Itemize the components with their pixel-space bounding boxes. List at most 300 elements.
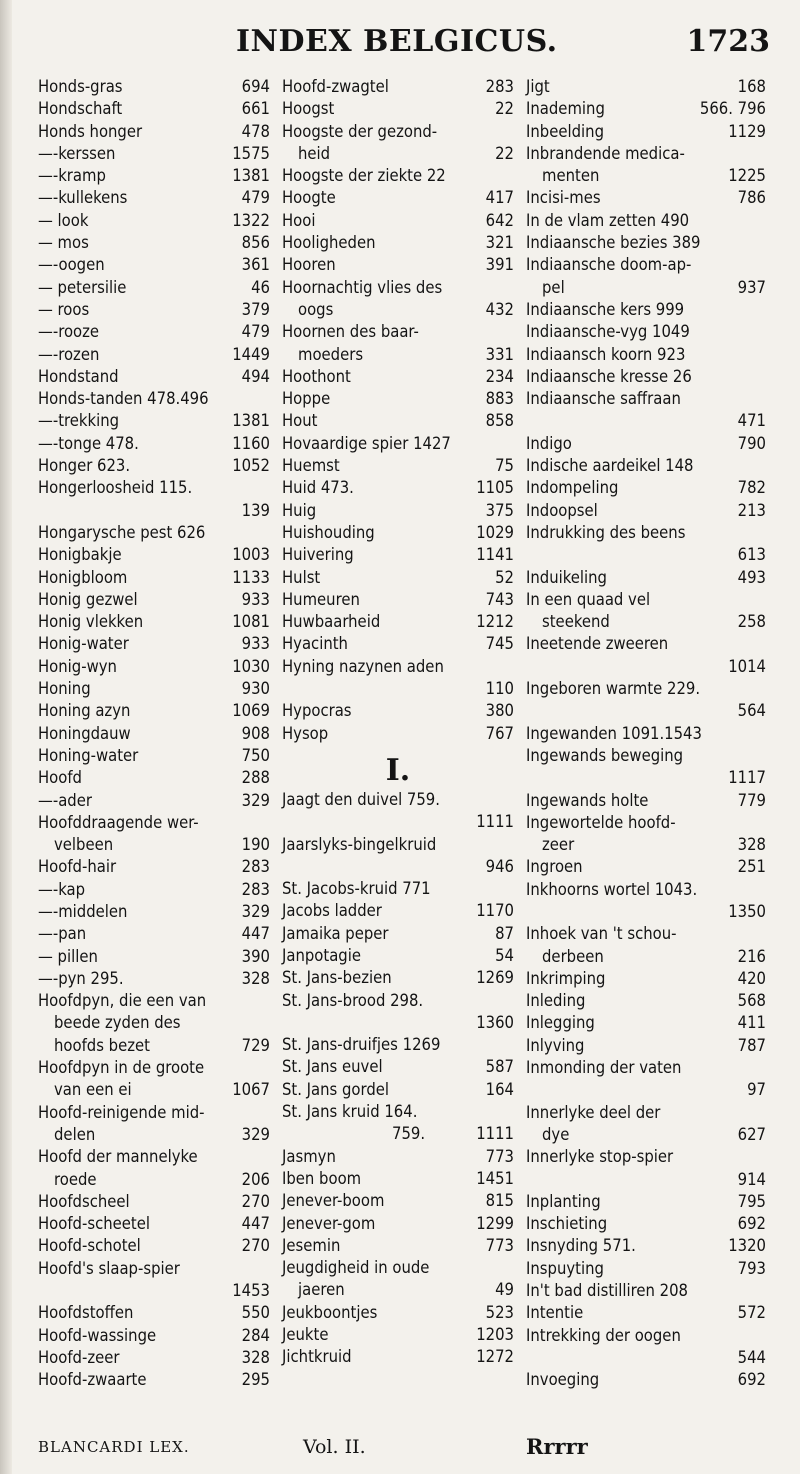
page-reference: 1225 — [728, 166, 766, 186]
index-term: Hoppe — [282, 389, 331, 409]
index-entry — [526, 1169, 766, 1191]
page-reference: 1111 — [476, 812, 514, 832]
index-entry — [38, 544, 270, 566]
index-entry — [526, 98, 766, 120]
footer-volume: Vol. II. — [303, 1436, 366, 1458]
page-reference: 22 — [495, 143, 514, 163]
index-entry — [526, 1079, 766, 1101]
index-term: Ingewortelde hoofd- — [526, 812, 676, 832]
index-term: Jamaika peper — [282, 923, 389, 943]
index-entry — [38, 812, 270, 834]
index-term: Innerlyke deel der — [526, 1102, 661, 1122]
index-term: Innerlyke stop-spier — [526, 1147, 674, 1167]
index-entry — [526, 1325, 766, 1347]
page-reference: 46 — [251, 277, 270, 297]
page-reference: 1299 — [476, 1213, 514, 1233]
index-term: Hoogste der gezond- — [282, 121, 438, 141]
page-reference: 432 — [485, 299, 514, 319]
index-term: Hoornachtig vlies des — [282, 277, 443, 297]
index-term: Hooren — [282, 255, 336, 275]
index-entry — [38, 210, 270, 232]
page-reference: 568 — [737, 991, 766, 1011]
index-entry — [282, 1324, 514, 1346]
index-entry — [282, 277, 514, 299]
index-term: Huig — [282, 500, 317, 520]
index-term: Hoofdstoffen — [38, 1303, 134, 1323]
index-entry — [526, 1146, 766, 1168]
index-term: Honds honger — [38, 121, 143, 141]
page-reference: 1322 — [232, 210, 270, 230]
index-term: Hovaardige spier 1427 — [282, 433, 451, 453]
index-term: Hoofd-reinigende mid- — [38, 1102, 205, 1122]
index-term: roede — [54, 1169, 97, 1189]
index-entry — [282, 477, 514, 499]
index-term: Incisi-mes — [526, 188, 601, 208]
index-term: Jichtkruid — [282, 1347, 352, 1367]
page-reference: 110 — [485, 679, 514, 699]
page-reference: 1451 — [476, 1168, 514, 1188]
index-term: steekend — [542, 612, 610, 632]
index-term: Ingroen — [526, 857, 583, 877]
index-entry — [38, 678, 270, 700]
page-reference: 164 — [485, 1079, 514, 1099]
index-entry — [38, 1213, 270, 1235]
index-term: derbeen — [542, 946, 604, 966]
page-reference: 1350 — [728, 901, 766, 921]
index-term: 759. — [392, 1124, 426, 1144]
index-entry — [526, 1369, 766, 1391]
index-entry — [526, 1102, 766, 1124]
page-reference: 1453 — [232, 1281, 270, 1301]
page-reference: 1360 — [476, 1012, 514, 1032]
index-term: —-middelen — [38, 901, 128, 921]
page-reference: 914 — [737, 1169, 766, 1189]
index-entry — [38, 611, 270, 633]
index-entry — [282, 344, 514, 366]
index-entry — [526, 344, 766, 366]
footer-signature-mark: Rrrrr — [526, 1434, 588, 1459]
index-term: Hoofd-zeer — [38, 1347, 120, 1367]
page-reference: 1160 — [232, 433, 270, 453]
page-reference: 328 — [241, 968, 270, 988]
index-entry — [38, 767, 270, 789]
index-entry — [282, 76, 514, 98]
index-term: Hoogte — [282, 188, 336, 208]
page-reference: 447 — [241, 1214, 270, 1234]
index-entry — [526, 1235, 766, 1257]
index-entry — [526, 477, 766, 499]
page-reference: 493 — [737, 567, 766, 587]
index-term: Huwbaarheid — [282, 612, 381, 632]
index-entry — [282, 967, 514, 989]
page-reference: 258 — [737, 612, 766, 632]
page-reference: 1067 — [232, 1080, 270, 1100]
page-reference: 1203 — [476, 1325, 514, 1345]
index-entry — [38, 745, 270, 767]
index-entry — [38, 232, 270, 254]
index-entry — [526, 767, 766, 789]
page-reference: 930 — [241, 679, 270, 699]
page-reference: 49 — [495, 1280, 514, 1300]
index-entry — [282, 321, 514, 343]
page-binding-edge — [0, 0, 12, 1474]
index-entry — [282, 900, 514, 922]
index-term: Hoofd-zwagtel — [282, 77, 389, 96]
index-entry — [526, 121, 766, 143]
page-header — [26, 24, 780, 66]
index-term: Ingewands holte — [526, 790, 649, 810]
index-term: St. Jans gordel — [282, 1079, 390, 1099]
index-term: beede zyden des — [54, 1013, 181, 1033]
page-reference: 329 — [241, 1124, 270, 1144]
index-entry — [526, 388, 766, 410]
index-term: Hoogst — [282, 99, 335, 119]
index-term: —-kap — [38, 879, 86, 899]
index-term: Inspuyting — [526, 1258, 604, 1278]
index-entry — [282, 656, 514, 678]
index-term: Huemst — [282, 456, 340, 476]
index-entry — [38, 723, 270, 745]
index-term: oogs — [298, 299, 334, 319]
index-term: Huishouding — [282, 522, 375, 542]
page-reference: 380 — [485, 701, 514, 721]
index-entry — [526, 1191, 766, 1213]
index-entry — [282, 1034, 514, 1056]
page-reference: 22 — [495, 99, 514, 119]
index-entry — [282, 878, 514, 900]
index-term: Hondschaft — [38, 99, 123, 119]
index-term: —-kramp — [38, 166, 106, 186]
index-term: Hongarysche pest 626 — [38, 522, 206, 542]
page-reference: 251 — [737, 857, 766, 877]
page-reference: 1449 — [232, 344, 270, 364]
page-reference: 1030 — [232, 656, 270, 676]
index-entry — [526, 1302, 766, 1324]
index-term: Indiaansch koorn 923 — [526, 344, 686, 364]
index-entry — [38, 946, 270, 968]
index-term: Hoofd der mannelyke — [38, 1147, 198, 1167]
index-term: Honig-water — [38, 634, 129, 654]
index-entry — [38, 1102, 270, 1124]
page-reference: 1117 — [728, 768, 766, 788]
index-entry — [282, 811, 514, 833]
index-term: Hoofdpyn, die een van — [38, 991, 207, 1011]
index-term: Honing — [38, 679, 91, 699]
index-term: Intentie — [526, 1303, 584, 1323]
index-term: Ingewands beweging — [526, 745, 684, 765]
page-reference: 295 — [241, 1370, 270, 1390]
index-term: Hoofddraagende wer- — [38, 812, 199, 832]
index-term: Huivering — [282, 545, 354, 565]
index-term: Indrukking des beens — [526, 522, 686, 542]
index-entry — [282, 723, 514, 745]
index-term: Honig vlekken — [38, 612, 144, 632]
index-entry — [526, 321, 766, 343]
page-reference: 284 — [241, 1325, 270, 1345]
page-reference: 1014 — [728, 656, 766, 676]
index-entry — [526, 277, 766, 299]
index-entry — [38, 567, 270, 589]
index-term: Honigbakje — [38, 545, 122, 565]
index-entry — [526, 567, 766, 589]
index-term: Inschieting — [526, 1214, 608, 1234]
index-term: Jaagt den duivel 759. — [282, 789, 440, 809]
index-entry — [282, 700, 514, 722]
page-reference: 361 — [241, 255, 270, 275]
index-term: Ineetende zweeren — [526, 634, 669, 654]
index-term: pel — [542, 277, 565, 297]
index-term: Inbrandende medica- — [526, 143, 685, 163]
page-reference: 75 — [495, 456, 514, 476]
index-entry — [526, 187, 766, 209]
page-reference: 587 — [485, 1057, 514, 1077]
index-entry — [282, 232, 514, 254]
index-term: Hulst — [282, 567, 321, 587]
page-reference: 815 — [485, 1191, 514, 1211]
page-reference: 283 — [485, 77, 514, 96]
page-reference: 270 — [241, 1236, 270, 1256]
index-entry — [282, 544, 514, 566]
index-term: Insnyding 571. — [526, 1236, 636, 1256]
index-entry — [526, 232, 766, 254]
index-term: Hypocras — [282, 701, 352, 721]
index-term: Inleding — [526, 991, 586, 1011]
index-term: hoofds bezet — [54, 1035, 150, 1055]
index-term: Jigt — [526, 77, 550, 96]
index-term: van een ei — [54, 1080, 132, 1100]
index-entry — [38, 1235, 270, 1257]
page-reference: 375 — [485, 500, 514, 520]
page-reference: 613 — [737, 545, 766, 565]
index-term: zeer — [542, 835, 575, 855]
index-term: Honigbloom — [38, 567, 128, 587]
index-term: Inhoek van 't schou- — [526, 924, 677, 944]
index-term: Indiaansche saffraan — [526, 389, 681, 409]
page-reference: 447 — [241, 924, 270, 944]
index-term: — look — [38, 210, 89, 230]
index-entry — [282, 834, 514, 856]
page-reference: 767 — [485, 723, 514, 743]
index-term: Inbeelding — [526, 121, 604, 141]
page-reference: 1029 — [476, 522, 514, 542]
index-entry — [38, 344, 270, 366]
index-term: Honing-water — [38, 745, 139, 765]
index-term: Indiaansche doom-ap- — [526, 255, 692, 275]
index-term: —-pyn 295. — [38, 968, 124, 988]
index-term: menten — [542, 166, 600, 186]
index-entry — [526, 433, 766, 455]
index-entry — [526, 254, 766, 276]
page-reference: 782 — [737, 478, 766, 498]
index-term: Hooi — [282, 210, 316, 230]
index-entry — [282, 210, 514, 232]
page-reference: 729 — [241, 1035, 270, 1055]
index-entry — [282, 923, 514, 945]
index-entry — [526, 946, 766, 968]
page-reference: 87 — [495, 923, 514, 943]
index-entry — [38, 1280, 270, 1302]
page-reference: 213 — [737, 500, 766, 520]
index-term: Ingewanden 1091.1543 — [526, 723, 702, 743]
index-term: Humeuren — [282, 589, 360, 609]
index-term: Jaarslyks-bingelkruid — [282, 834, 437, 854]
index-entry — [282, 187, 514, 209]
index-entry — [38, 1035, 270, 1057]
index-entry — [282, 1235, 514, 1257]
index-term: Hyacinth — [282, 634, 348, 654]
index-entry — [38, 410, 270, 432]
index-entry — [526, 210, 766, 232]
index-term: In de vlam zetten 490 — [526, 210, 690, 230]
page-reference: 234 — [485, 366, 514, 386]
section-letter-heading: I. — [385, 752, 411, 788]
page-reference: 494 — [241, 366, 270, 386]
index-term: Hoofdpyn in de groote — [38, 1058, 205, 1078]
index-term: —-pan — [38, 924, 87, 944]
page-reference: 1272 — [476, 1347, 514, 1367]
page-reference: 1129 — [728, 121, 766, 141]
page-reference: 329 — [241, 790, 270, 810]
page-reference: 937 — [737, 277, 766, 297]
index-entry — [38, 455, 270, 477]
page-reference: 692 — [737, 1214, 766, 1234]
index-term: Hondstand — [38, 366, 119, 386]
page-reference: 550 — [241, 1303, 270, 1323]
index-entry — [38, 1191, 270, 1213]
index-entry — [38, 121, 270, 143]
index-entry — [526, 611, 766, 633]
index-entry — [38, 1302, 270, 1324]
index-entry — [526, 790, 766, 812]
index-entry — [38, 1079, 270, 1101]
index-term: Ingeboren warmte 229. — [526, 679, 701, 699]
index-entry — [38, 700, 270, 722]
page-reference: 786 — [737, 188, 766, 208]
page-reference: 1141 — [476, 545, 514, 565]
page-reference: 1269 — [476, 968, 514, 988]
index-term: Hoogste der ziekte 22 — [282, 166, 446, 186]
index-entry — [526, 901, 766, 923]
page-reference: 190 — [241, 835, 270, 855]
page-reference: 743 — [485, 589, 514, 609]
index-entry — [526, 76, 766, 98]
index-term: St. Jans kruid 164. — [282, 1102, 418, 1122]
index-term: St. Jans euvel — [282, 1057, 383, 1077]
page-reference: 1212 — [476, 612, 514, 632]
index-term: Jeugdigheid in oude — [282, 1258, 430, 1278]
index-entry — [282, 1146, 514, 1168]
index-entry — [38, 856, 270, 878]
index-entry — [526, 700, 766, 722]
index-entry — [526, 500, 766, 522]
index-entry — [38, 299, 270, 321]
page-reference: 417 — [485, 188, 514, 208]
index-entry — [38, 277, 270, 299]
index-term: Honger 623. — [38, 456, 131, 476]
page-reference: 1381 — [232, 166, 270, 186]
index-term: Indompeling — [526, 478, 619, 498]
page-reference: 206 — [241, 1169, 270, 1189]
index-entry — [526, 656, 766, 678]
page-reference: 331 — [485, 344, 514, 364]
index-term: Hoornen des baar- — [282, 322, 419, 342]
page-reference: 908 — [241, 723, 270, 743]
page-reference: 946 — [485, 856, 514, 876]
index-term: Indische aardeikel 148 — [526, 456, 694, 476]
index-entry — [282, 856, 514, 878]
index-entry — [526, 1347, 766, 1369]
index-entry — [526, 299, 766, 321]
index-entry — [526, 589, 766, 611]
index-column-1 — [38, 76, 270, 1392]
index-entry — [526, 143, 766, 165]
page-number: 1723 — [686, 24, 770, 59]
index-entry — [282, 567, 514, 589]
page-reference: 420 — [737, 968, 766, 988]
index-term: — pillen — [38, 946, 98, 966]
index-term: —-tonge 478. — [38, 433, 139, 453]
page-reference: 411 — [737, 1013, 766, 1033]
page-reference: 692 — [737, 1370, 766, 1390]
index-term: —-kullekens — [38, 188, 128, 208]
index-term: Jeukte — [282, 1325, 329, 1345]
index-term: In een quaad vel — [526, 589, 651, 609]
index-term: —-kerssen — [38, 143, 116, 163]
index-term: velbeen — [54, 835, 114, 855]
index-term: St. Jans-brood 298. — [282, 990, 424, 1010]
index-term: Jasmyn — [282, 1146, 336, 1166]
page-reference: 1133 — [232, 567, 270, 587]
page-reference: 661 — [241, 99, 270, 119]
index-term: Hongerloosheid 115. — [38, 478, 193, 498]
page-footer — [38, 1434, 778, 1464]
index-term: Hoofd's slaap-spier — [38, 1258, 180, 1278]
page-reference: 471 — [737, 411, 766, 431]
page-reference: 52 — [495, 567, 514, 587]
index-entry — [38, 923, 270, 945]
page-reference: 379 — [241, 299, 270, 319]
index-entry — [526, 410, 766, 432]
index-term: Inplanting — [526, 1191, 601, 1211]
index-term: Invoeging — [526, 1370, 600, 1390]
index-entry — [282, 121, 514, 143]
index-term: Honingdauw — [38, 723, 131, 743]
index-entry — [38, 1057, 270, 1079]
index-term: Inkrimping — [526, 968, 606, 988]
page-reference: 694 — [241, 77, 270, 96]
index-entry — [38, 388, 270, 410]
page-reference: 883 — [485, 389, 514, 409]
index-term: — petersilie — [38, 277, 127, 297]
page-reference: 321 — [485, 233, 514, 253]
page-reference: 750 — [241, 745, 270, 765]
page-reference: 1052 — [232, 456, 270, 476]
page-reference: 773 — [485, 1235, 514, 1255]
page-reference: 790 — [737, 433, 766, 453]
index-term: Hoofdscheel — [38, 1191, 130, 1211]
page-reference: 1575 — [232, 143, 270, 163]
index-term: Honing azyn — [38, 701, 131, 721]
index-entry — [282, 1168, 514, 1190]
footer-lexicon-title: BLANCARDI LEX. — [38, 1438, 190, 1456]
index-entry — [526, 1057, 766, 1079]
index-entry — [282, 1056, 514, 1078]
index-entry — [282, 299, 514, 321]
page-reference: 478 — [241, 121, 270, 141]
page-title: INDEX BELGICUS. — [236, 24, 558, 59]
index-entry — [38, 187, 270, 209]
index-term: Indiaansche kresse 26 — [526, 366, 692, 386]
